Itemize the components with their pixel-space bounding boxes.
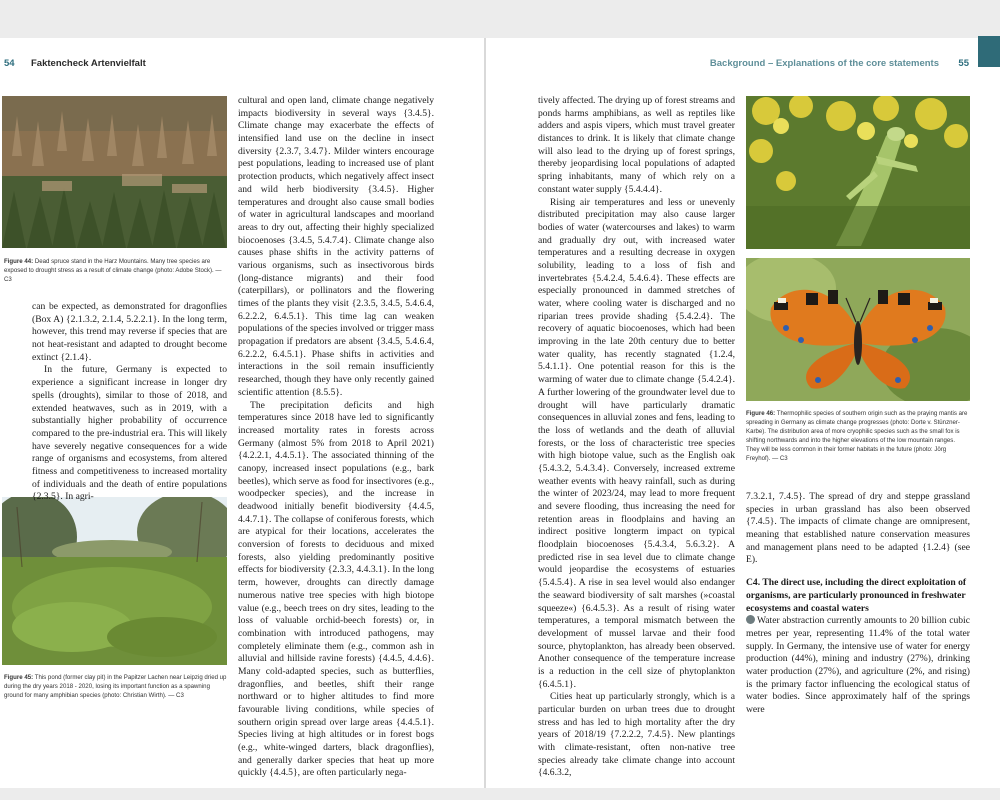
- col1-paragraph-1: can be expected, as demonstrated for dragonflies (Box A) {2.1.3.2, 2.1.4, 5.2.2.1}. In the long term, however, this trend may reverse if species that are not heat-resistant and adapted to drought become extinct {2.1.4}.: [32, 301, 227, 363]
- col3-paragraph-2: Rising air temperatures and less or unevenly distributed precipitation may also cause larger bodies of water (watercourses and lakes) to warm and gradually dry out, with increased water temperatures and a resulting decrease in oxygen solubility, leading to a loss of fish and invertebrates {5.4.2.4, 5.4.6.4}. These effects are especially pronounced in dammed stretches of water, where cooling water is discharged and no riparian trees provide shading {5.4.2.4}. The recovery of aquatic biocoenoses, which had been improving in the late 20th century due to better water quality, has recently stagnated {1.2.4, 5.4.1.1}. One potential reason for this is the warming of water due to climate change {5.4.2.4}. A further lowering of the groundwater level due to drought will have particularly dramatic consequences in alluvial zones and fens, leading to the loss of wetlands and the death of alluvial forests, or the loss of characteristic tree species with high biotope value, such as the English oak {5.4.3.2, 5.4.3.4}. Conversely, increased extreme weather events with heavy rainfall, such as during the winter of 2023/24, may lead to more frequent and severe flooding, thus increasing the need for retention areas in floodplains and having an indirect positive longterm impact on typical floodplain biocoenoses {5.4.3.4, 5.6.3.2}. A predicted rise in sea level due to climate change would jeopardise the ecosystems of estuaries {5.4.5.4}. A rise in sea level would also endanger the seaward biodiversity of salt marshes (»coastal squeeze«) {6.4.5.3}. As a result of rising water temperatures, a temporal mismatch between the development of mussel larvae and their food source, phytoplankton, has already been observed. Another consequence of the temperature increase is a reduction in the cell size of phytoplankton {6.4.5.1}.: [538, 196, 735, 690]
- col2-paragraph-1: cultural and open land, climate change negatively impacts biodiversity in several ways {3.4.5}. Climate change may exacerbate the effects of intensified land use on the decline in insect diversity {2.3.7, 3.4.7}. Milder winters encourage pest populations, leading to increased use of plant protection products, which negatively affect insect and wild herb biodiversity {3.4.5}. Higher temperatures and drought also cause small bodies of water in agricultural landscapes and moorland areas to dry out, affecting their highly specialized biocoenoses {3.4.5, 5.4.7.4}. Climate change also causes phase shifts in the activity patterns of various organisms, such as insectivorous birds (long-distance migrants) and their food (caterpillars), or pollinators and the flowering times of the plants they visit {2.3.5, 3.4.5, 5.4.6.4, 6.2.2.2, 6.4.5.1}. This time lag can weaken populations of the species involved or trigger mass propagation if predators are absent {3.4.5, 5.4.6.4, 6.2.2.2, 6.4.5.1}. Phase shifts in activities and interactions in the soil remain insufficiently researched, though they have only recently gained scientific attention {8.5.5}.: [238, 95, 434, 398]
- figure-46-butterfly-photo: [746, 258, 970, 401]
- praying-mantis-image: [746, 96, 970, 249]
- section-c4-heading: C4. The direct use, including the direct exploitation of organisms, are particularly pronounced in freshwater ecosystems and coastal waters: [746, 577, 967, 614]
- left-page-number: 54: [4, 58, 15, 69]
- text-column-1: [32, 301, 227, 504]
- small-tortoiseshell-butterfly-image: [746, 258, 970, 401]
- figure-44-label: Figure 44:: [4, 258, 34, 265]
- col3-paragraph-1: tively affected. The drying up of forest streams and ponds harms amphibians, as well as reptiles like adders and aspis vipers, which must travel greater distances to drink. It is likely that climate change will also lead to the drying up of forest springs, thereby jeopardising local populations of adapted spring inhabitants, many of which rely on a constant water supply {5.4.4.4}.: [538, 95, 735, 195]
- figure-44-caption: [4, 257, 227, 284]
- figure-46-mantis-photo: [746, 96, 970, 249]
- dried-pond-image: [2, 497, 227, 665]
- col3-paragraph-3: Cities heat up particularly strongly, which is a particular burden on urban trees due to drought stress and has led to high mortality after the dry years of 2018/19 {7.2.2.2, 7.4.5}. New plantings with climate-resistant, often non-native tree species already take climate change into account {4.6.3.2,: [538, 691, 735, 779]
- figure-44-text: Dead spruce stand in the Harz Mountains. Many tree species are exposed to drought stress as a result of climate change (photo: Adobe Stock). — C3: [4, 258, 222, 284]
- figure-46-label: Figure 46:: [746, 410, 776, 417]
- figure-45-caption: [4, 673, 227, 700]
- chapter-tab-marker: [978, 36, 1000, 67]
- book-gutter: [484, 38, 486, 788]
- col1-paragraph-2: In the future, Germany is expected to experience a significant increase in longer dry spells (droughts), similar to those of 2018, and extended heatwaves, such as in 2019, with a substantially higher probability of occurrence compared to the pre-industrial era. This will likely have severely negative consequences for a wide range of organisms and ecosystems, from altered fitness and competitiveness to increased mortality of individuals and the death of entire populations {2.3.5}. In agri-: [32, 364, 227, 503]
- figure-45-photo: [2, 497, 227, 665]
- col4-paragraph-1: 7.3.2.1, 7.4.5}. The spread of dry and steppe grassland species in urban grassland has also been observed {7.4.5}. The impacts of climate change are omnipresent, meaning that established nature conservation measures and management plans need to be adapted {1.2.4} (see E).: [746, 491, 970, 566]
- col2-paragraph-2: The precipitation deficits and high temperatures since 2018 have led to significantly increased mortality rates in forests across Germany (almost 5% from 2018 to April 2021) {4.2.2.1, 4.4.5.1}. The associated thinning of the canopy, increased insect populations (e.g., bark beetles), which serve as food for insectivores (e.g., woodpecker species), and the increase in deadwood initially benefit biodiversity {4.4.5, 4.4.7.1}. The collapse of coniferous forests, which are atypical for their locations, accelerates the conversion of forests to deciduous and mixed forests, also yielding predominantly positive effects for biodiversity {2.3.3, 4.4.3.1}. In the long term, however, droughts can directly damage numerous native tree species with high biotope value (e.g., beech trees on dry sites, leading to the loss of valuable orchid-beech forests) or, in combination with introduced pathogens, may completely eliminate them (e.g., common ash in alluvial and hillside ravine forests) {4.4.5, 4.4.6}. Many cold-adapted species, such as butterflies, dragonflies, and beetles, shift their range northward or to higher altitudes to find more favourable living conditions, while species of southern origin spread over large areas {4.4.5.1}. Species living at high altitudes or in forest bogs (e.g., white-winged darters, black dragonflies), and generally darker species that heat up more quickly {4.4.5}, are often particularly nega-: [238, 399, 434, 779]
- spruce-forest-image: [2, 96, 227, 248]
- figure-46-caption: [746, 409, 970, 464]
- left-running-title: Faktencheck Artenvielfalt: [31, 58, 146, 69]
- figure-45-label: Figure 45:: [4, 674, 34, 681]
- confidence-dot-icon: [746, 615, 755, 624]
- text-column-4: [746, 491, 970, 717]
- right-running-title: Background – Explanations of the core statements: [709, 58, 939, 69]
- figure-44-photo: [2, 96, 227, 248]
- right-page-number: 55: [958, 58, 969, 69]
- text-column-3: [538, 95, 735, 780]
- col4-paragraph-2: Water abstraction currently amounts to 20 billion cubic metres per year, representing 11.4% of the total water supply. In Germany, the intensive use of water for energy production (44%), mining and industry (27%), drinking water production (27%), and agriculture (2%, and rising) is the primary factor influencing the ecological status of water bodies. Since approximately half of the springs were: [746, 615, 970, 715]
- text-column-2: [238, 95, 434, 780]
- figure-45-text: This pond (former clay pit) in the Papitzer Lachen near Leipzig dried up during the dry years 2018 - 2020, losing its important function as a spawning ground for many amphibian species (photo: Christian Wirth). — C3: [4, 674, 227, 700]
- figure-46-text: Thermophilic species of southern origin such as the praying mantis are spreading in Germany as climate change progresses (photo: Dorte v. Stünzner-Karbe). The distribution area of more cryophilic species such as the small fox is shifting northwards and into the higher elevations of the low mountain ranges. They will be less common in their former habitats in the future (photo: Jörg Freyhof). — C3: [746, 410, 968, 463]
